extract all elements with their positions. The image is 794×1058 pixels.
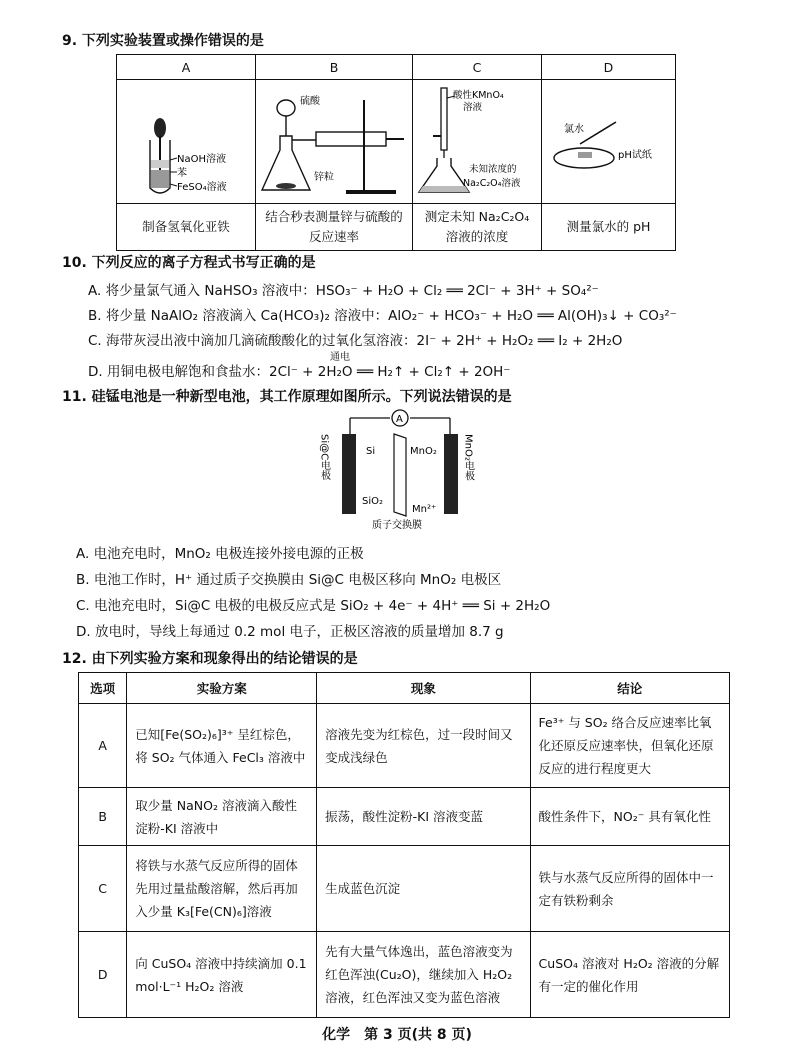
table-row — [79, 846, 730, 932]
q12-row-c-conclusion: 铁与水蒸气反应所得的固体中一定有铁粉剩余 — [530, 846, 729, 932]
ammeter-label: A — [396, 414, 403, 425]
question-11-title: 11. 硅锰电池是一种新型电池，其工作原理如图所示。下列说法错误的是 — [62, 389, 512, 405]
table-row — [79, 932, 730, 1018]
q12-row-d-key: D — [79, 932, 127, 1018]
table-row — [79, 788, 730, 846]
label-solution: 溶液 — [463, 102, 483, 113]
label-na2c2o4: Na₂C₂O₄溶液 — [463, 178, 521, 189]
q9-apparatus-table — [116, 54, 676, 251]
label-sulfuric-acid: 硫酸 — [300, 96, 320, 107]
q12-row-c-phenomenon: 生成蓝色沉淀 — [317, 846, 530, 932]
proton-membrane — [394, 434, 406, 516]
q11-option-b: B. 电池工作时，H⁺ 通过质子交换膜由 Si@C 电极区移向 MnO₂ 电极区 — [76, 572, 502, 588]
label-mno2: MnO₂ — [410, 446, 437, 457]
q9-figure-d — [542, 80, 676, 204]
q9-figure-c — [413, 80, 542, 204]
q9-header-d: D — [542, 55, 676, 80]
zinc-acid-syringe-figure — [256, 80, 412, 200]
titration-figure — [413, 80, 541, 200]
q10-option-a: A. 将少量氯气通入 NaHSO₃ 溶液中：HSO₃⁻ + H₂O + Cl₂ ══ 2Cl⁻ + 3H⁺ + SO₄²⁻ — [88, 283, 599, 299]
label-unknown: 未知浓度的 — [469, 164, 517, 175]
q9-caption-a: 制备氢氧化亚铁 — [117, 204, 256, 251]
q10-option-c: C. 海带灰浸出液中滴加几滴硫酸酸化的过氧化氢溶液：2I⁻ + 2H⁺ + H₂O₂ ══ I₂ + 2H₂O — [88, 333, 623, 349]
q9-figure-b — [256, 80, 413, 204]
label-feso4: FeSO₄溶液 — [177, 182, 227, 193]
mno2-electrode — [444, 434, 458, 514]
q11-option-a: A. 电池充电时，MnO₂ 电极连接外接电源的正极 — [76, 546, 364, 562]
q10-option-b: B. 将少量 NaAlO₂ 溶液滴入 Ca(HCO₃)₂ 溶液中：AlO₂⁻ + HCO₃⁻ + H₂O ══ Al(OH)₃↓ + CO₃²⁻ — [88, 308, 677, 324]
q12-row-a-phenomenon: 溶液先变为红棕色，过一段时间又变成浅绿色 — [317, 704, 530, 788]
q9-header-b: B — [256, 55, 413, 80]
q12-row-a-plan: 已知[Fe(SO₂)₆]³⁺ 呈红棕色，将 SO₂ 气体通入 FeCl₃ 溶液中 — [127, 704, 317, 788]
label-kmno4: 酸性KMnO₄ — [453, 90, 504, 101]
si-electrode — [342, 434, 356, 514]
q12-row-d-plan: 向 CuSO₄ 溶液中持续滴加 0.1 mol·L⁻¹ H₂O₂ 溶液 — [127, 932, 317, 1018]
q12-row-c-plan: 将铁与水蒸气反应所得的固体先用过量盐酸溶解，然后再加入少量 K₃[Fe(CN)₆]溶液 — [127, 846, 317, 932]
page-footer: 化学 第 3 页(共 8 页) — [322, 1027, 472, 1043]
q10-d-condition: 通电 — [330, 352, 350, 363]
label-right-electrode: MnO₂电极 — [462, 434, 474, 481]
q9-caption-b: 结合秒表测量锌与硫酸的反应速率 — [256, 204, 413, 251]
label-benzene: 苯 — [177, 168, 187, 179]
q12-row-b-phenomenon: 振荡，酸性淀粉-KI 溶液变蓝 — [317, 788, 530, 846]
question-12-title: 12. 由下列实验方案和现象得出的结论错误的是 — [62, 651, 358, 667]
question-9-title: 9. 下列实验装置或操作错误的是 — [62, 33, 264, 49]
ph-paper-figure — [542, 80, 675, 200]
q12-header-key: 选项 — [79, 673, 127, 704]
q12-row-b-conclusion: 酸性条件下，NO₂⁻ 具有氧化性 — [530, 788, 729, 846]
label-membrane: 质子交换膜 — [372, 520, 422, 531]
q11-option-d: D. 放电时，导线上每通过 0.2 mol 电子，正极区溶液的质量增加 8.7 g — [76, 624, 504, 640]
q12-header-conclusion: 结论 — [530, 673, 729, 704]
q11-option-c: C. 电池充电时，Si@C 电极的电极反应式是 SiO₂ + 4e⁻ + 4H⁺ ══ Si + 2H₂O — [76, 598, 551, 614]
label-si: Si — [366, 446, 376, 457]
q12-row-d-phenomenon: 先有大量气体逸出，蓝色溶液变为红色浑浊(Cu₂O)，继续加入 H₂O₂ 溶液，红色浑浊又变为蓝色溶液 — [317, 932, 530, 1018]
label-left-electrode: Si@C电极 — [318, 434, 330, 481]
q12-row-c-key: C — [79, 846, 127, 932]
label-ph-paper: pH试纸 — [618, 150, 652, 161]
dropper-test-tube-figure — [117, 80, 255, 200]
label-naoh: NaOH溶液 — [177, 154, 226, 165]
q10-option-d: D. 用铜电极电解饱和食盐水：2Cl⁻ + 2H₂O ══ H₂↑ + Cl₂↑ + 2OH⁻ — [88, 364, 511, 380]
table-row — [79, 704, 730, 788]
label-sio2: SiO₂ — [362, 496, 384, 507]
q12-header-phenomenon: 现象 — [317, 673, 530, 704]
q12-row-b-key: B — [79, 788, 127, 846]
q9-caption-c: 测定未知 Na₂C₂O₄ 溶液的浓度 — [413, 204, 542, 251]
q12-row-a-key: A — [79, 704, 127, 788]
q9-figure-a — [117, 80, 256, 204]
question-10-title: 10. 下列反应的离子方程式书写正确的是 — [62, 255, 316, 271]
label-zinc: 锌粒 — [314, 172, 334, 183]
label-mn2: Mn²⁺ — [412, 504, 437, 515]
q9-header-c: C — [413, 55, 542, 80]
q12-table — [78, 672, 730, 1018]
label-chlorine-water: 氯水 — [564, 124, 584, 135]
q12-row-d-conclusion: CuSO₄ 溶液对 H₂O₂ 溶液的分解有一定的催化作用 — [530, 932, 729, 1018]
q12-row-b-plan: 取少量 NaNO₂ 溶液滴入酸性淀粉-KI 溶液中 — [127, 788, 317, 846]
q9-header-a: A — [117, 55, 256, 80]
battery-diagram — [310, 404, 490, 534]
q12-row-a-conclusion: Fe³⁺ 与 SO₂ 络合反应速率比氧化还原反应速率快，但氧化还原反应的进行程度更大 — [530, 704, 729, 788]
q12-header-plan: 实验方案 — [127, 673, 317, 704]
q9-caption-d: 测量氯水的 pH — [542, 204, 676, 251]
